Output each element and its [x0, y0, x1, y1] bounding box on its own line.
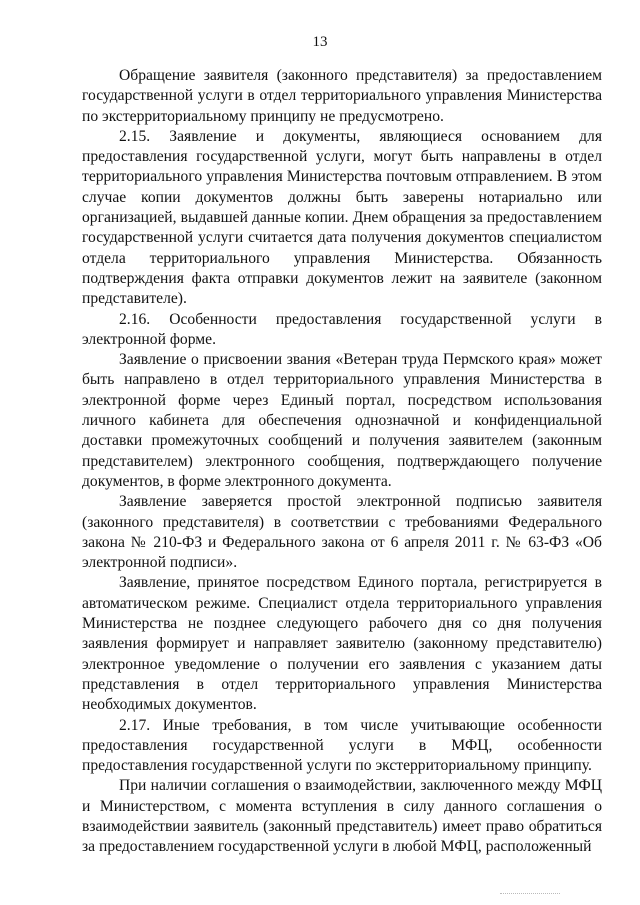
- page-number: 13: [312, 34, 328, 50]
- paragraph-electronic-application: Заявление о присвоении звания «Ветеран труда Пермского края» может быть направлено в отдел территориального управления Министерства в электронной форме через Единый портал, посредством использования личного кабинета для обеспечения однозначной и конфиденциальной доставки промежуточных сообщений и получения заявителем (законным представителем) электронного сообщения, подтверждающего получение документов, в форме электронного документа.: [82, 351, 602, 490]
- paragraph-2-16-heading: 2.16. Особенности предоставления государственной услуги в электронной форме.: [82, 310, 602, 348]
- paragraph-registration: Заявление, принятое посредством Единого портала, регистрируется в автоматическом режиме. Специалист отдела территориального управления Министерства не позднее следующего рабочего дня со дня получения заявления формирует и направляет заявителю (законному представителю) электронное уведомление о получении его заявления с указанием даты представления в отдел территориального управления Министерства необходимых документов.: [82, 574, 602, 714]
- paragraph-2-17-heading: 2.17. Иные требования, в том числе учитывающие особенности предоставления государственной услуги в МФЦ, особенности предоставления государственной услуги по экстерриториальному принципу.: [82, 716, 602, 775]
- paragraph-mfc-agreement: При наличии соглашения о взаимодействии, заключенного между МФЦ и Министерством, с момента вступления в силу данного соглашения о взаимодействии заявитель (законный представитель) имеет право обратиться за предоставлением государственной услуги в любой МФЦ, расположенный: [82, 777, 602, 856]
- paragraph-extraterritorial-note: Обращение заявителя (законного представителя) за предоставлением государственной услуги в отдел территориального управления Министерства по экстерриториальному принципу не предусмотрено.: [82, 67, 602, 125]
- document-body: [82, 66, 602, 858]
- paragraph-electronic-signature: Заявление заверяется простой электронной подписью заявителя (законного представителя) в соответствии с требованиями Федерального закона № 210-ФЗ и Федерального закона от 6 апреля 2011 г. № 63-ФЗ «Об электронной подписи».: [82, 493, 602, 572]
- scan-artifact-line: [500, 893, 560, 895]
- paragraph-2-15: 2.15. Заявление и документы, являющиеся основанием для предоставления государственной услуги, могут быть направлены в отдел территориального управления Министерства почтовым отправлением. В этом случае копии документов должны быть заверены нотариально или организацией, выдавшей данные копии. Днем обращения за предоставлением государственной услуги считается дата получения документов специалистом отдела территориального управления Министерства. Обязанность подтверждения факта отправки документов лежит на заявителе (законном представителе).: [82, 127, 602, 308]
